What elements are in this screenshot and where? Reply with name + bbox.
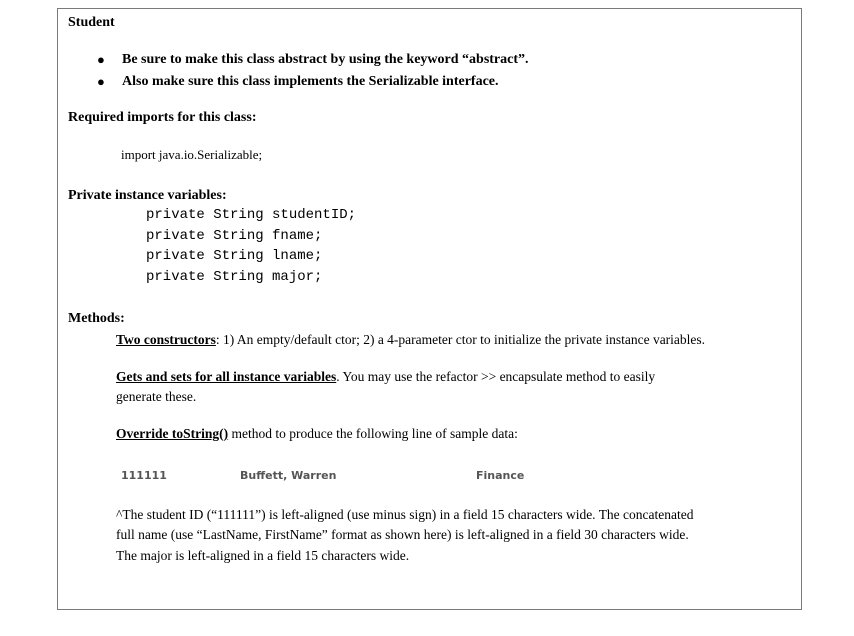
- getsets-text: . You may use the refactor >> encapsulate method to easily: [336, 369, 656, 384]
- getsets-label: Gets and sets for all instance variables: [116, 369, 337, 384]
- getsets-text-line2: generate these.: [116, 389, 197, 404]
- import-line: import java.io.Serializable;: [121, 147, 263, 162]
- getsets-paragraph: [116, 369, 655, 385]
- page-title: Student: [68, 15, 115, 30]
- imports-heading: Required imports for this class:: [68, 110, 257, 125]
- bullet-icon: ●: [97, 74, 105, 89]
- sample-full-name: Buffett, Warren: [240, 469, 337, 482]
- constructors-paragraph: [116, 332, 705, 348]
- requirement-serializable: Also make sure this class implements the Serializable interface.: [122, 74, 499, 89]
- tostring-text: method to produce the following line of sample data:: [228, 426, 518, 441]
- methods-heading: Methods:: [68, 311, 125, 326]
- tostring-paragraph: [116, 426, 518, 442]
- note-line-3: The major is left-aligned in a field 15 characters wide.: [116, 548, 410, 563]
- sample-student-id: 111111: [121, 469, 167, 482]
- variable-studentid: private String studentID;: [146, 207, 357, 223]
- variables-heading: Private instance variables:: [68, 188, 227, 203]
- constructors-text: : 1) An empty/default ctor; 2) a 4-parameter ctor to initialize the private instance variables.: [215, 332, 706, 347]
- constructors-label: Two constructors: [116, 332, 216, 347]
- tostring-label: Override toString(): [116, 426, 229, 441]
- sample-major: Finance: [476, 469, 525, 482]
- note-line-2: full name (use “LastName, FirstName” format as shown here) is left-aligned in a field 30 characters wide.: [116, 527, 689, 542]
- bullet-icon: ●: [97, 52, 105, 67]
- variable-lname: private String lname;: [146, 248, 323, 264]
- requirement-abstract: Be sure to make this class abstract by using the keyword “abstract”.: [122, 52, 529, 67]
- note-line-1: ^The student ID (“111111”) is left-aligned (use minus sign) in a field 15 characters wide. The concatenated: [116, 507, 694, 522]
- variable-major: private String major;: [146, 269, 323, 285]
- variable-fname: private String fname;: [146, 228, 323, 244]
